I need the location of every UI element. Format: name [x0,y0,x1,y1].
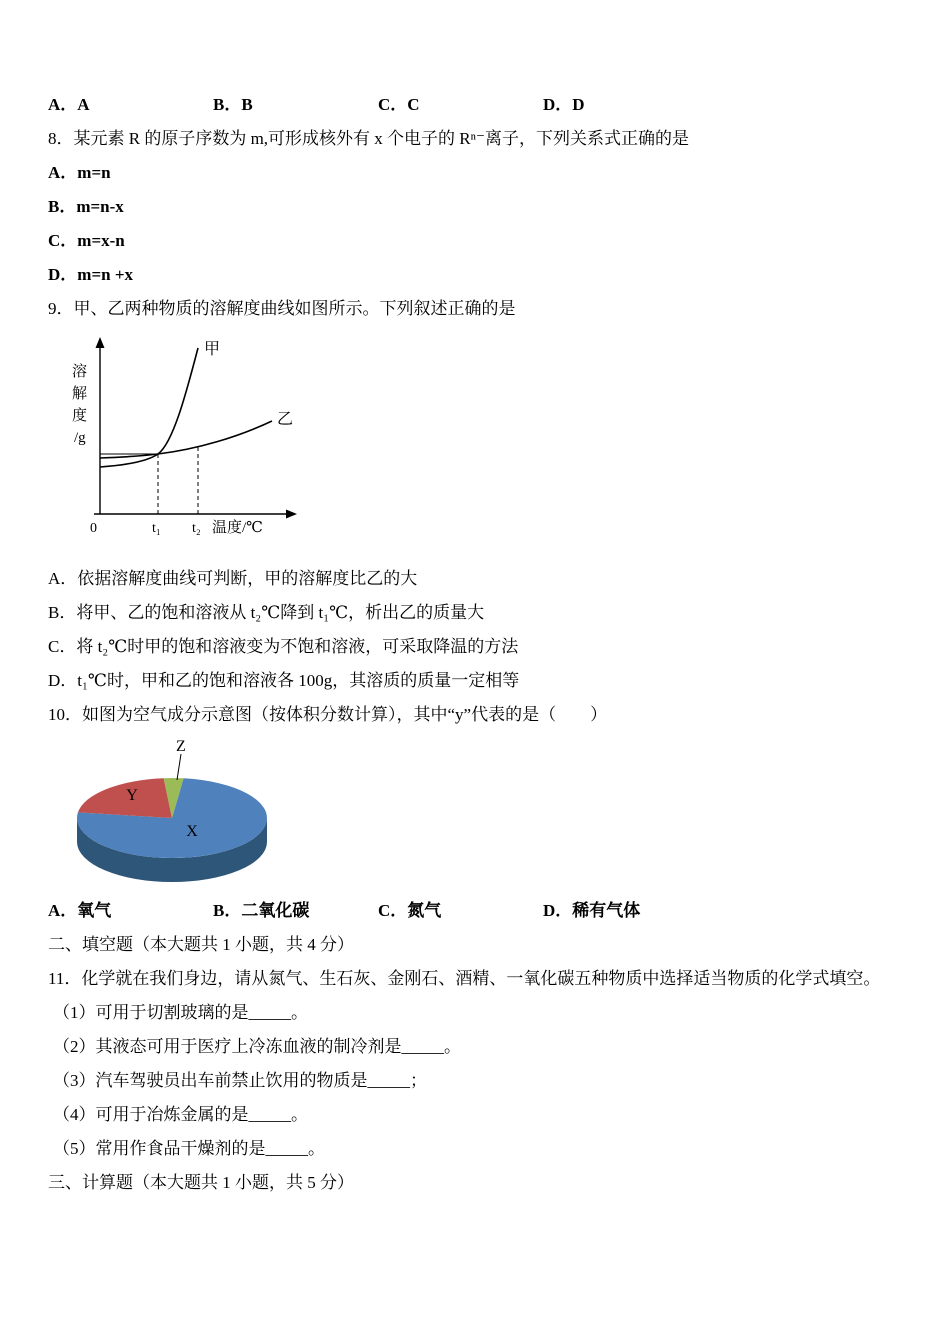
q11-item-3: （3）汽车驾驶员出车前禁止饮用的物质是_____； [53,1071,427,1090]
q10-options-row [48,900,894,921]
section-3-heading: 三、计算题（本大题共 1 小题，共 5 分） [48,1173,354,1192]
pie-label-x: X [186,823,198,840]
section-2-heading: 二、填空题（本大题共 1 小题，共 4 分） [48,935,354,954]
q11-item-1: （1）可用于切割玻璃的是_____。 [53,1003,308,1022]
answer-choice-c: C．C [378,95,420,114]
q10-option-c: C．氮气 [378,901,442,920]
answer-choice-d: D．D [543,95,585,114]
q9-option-c: C．将 t₂℃时甲的饱和溶液变为不饱和溶液，可采取降温的方法 [48,637,519,656]
y-axis-label-unit: /g [74,430,86,446]
q11-item-2: （2）其液态可用于医疗上冷冻血液的制冷剂是_____。 [53,1037,461,1056]
y-axis-label-char3: 度 [72,408,88,424]
t1-tick-label: t₁ [152,521,161,536]
z-callout-line [177,754,181,780]
q10-option-d: D．稀有气体 [543,901,641,920]
curve-yi-label: 乙 [277,411,294,428]
q8-option-d: D．m=n +x [48,265,134,284]
x-axis-label: 温度/℃ [212,520,263,536]
answer-choice-a: A．A [48,95,90,114]
q11-item-5: （5）常用作食品干燥剂的是_____。 [53,1139,325,1158]
curve-jia [100,348,198,467]
pie-label-z: Z [176,738,186,755]
air-composition-pie-chart [42,738,312,894]
x-axis-arrow-icon [286,510,297,519]
pie-label-y: Y [126,787,138,804]
q8-stem: 8．某元素 R 的原子序数为 m,可形成核外有 x 个电子的 Rⁿ⁻离子，下列关系式正确的是 [48,129,689,148]
curve-yi [100,421,272,458]
q9-option-a: A．依据溶解度曲线可判断，甲的溶解度比乙的大 [48,569,418,588]
t2-tick-label: t₂ [192,521,201,536]
q10-stem: 10．如图为空气成分示意图（按体积分数计算），其中“y”代表的是（ ） [48,705,608,724]
q11-item-4: （4）可用于冶炼金属的是_____。 [53,1105,308,1124]
solubility-curve-chart [58,332,318,544]
q9-option-d: D．t₁℃时，甲和乙的饱和溶液各 100g，其溶质的质量一定相等 [48,671,520,690]
y-axis-label-char2: 解 [72,386,88,402]
pie-slice-y [78,778,172,818]
y-axis-label-char1: 溶 [72,364,88,380]
q8-option-b: B．m=n-x [48,197,124,216]
y-axis-arrow-icon [96,337,105,348]
origin-label: 0 [90,521,97,536]
curve-jia-label: 甲 [204,341,221,358]
q8-option-a: A．m=n [48,163,111,182]
q10-option-a: A．氧气 [48,901,112,920]
answer-row [48,94,894,115]
q8-option-c: C．m=x-n [48,231,125,250]
q9-stem: 9．甲、乙两种物质的溶解度曲线如图所示。下列叙述正确的是 [48,299,516,318]
q11-stem: 11．化学就在我们身边，请从氮气、生石灰、金刚石、酒精、一氧化碳五种物质中选择适当物质的化学式填空。 [48,969,881,988]
q10-option-b: B．二氧化碳 [213,901,310,920]
q9-option-b: B．将甲、乙的饱和溶液从 t₂℃降到 t₁℃，析出乙的质量大 [48,603,485,622]
answer-choice-b: B．B [213,95,253,114]
